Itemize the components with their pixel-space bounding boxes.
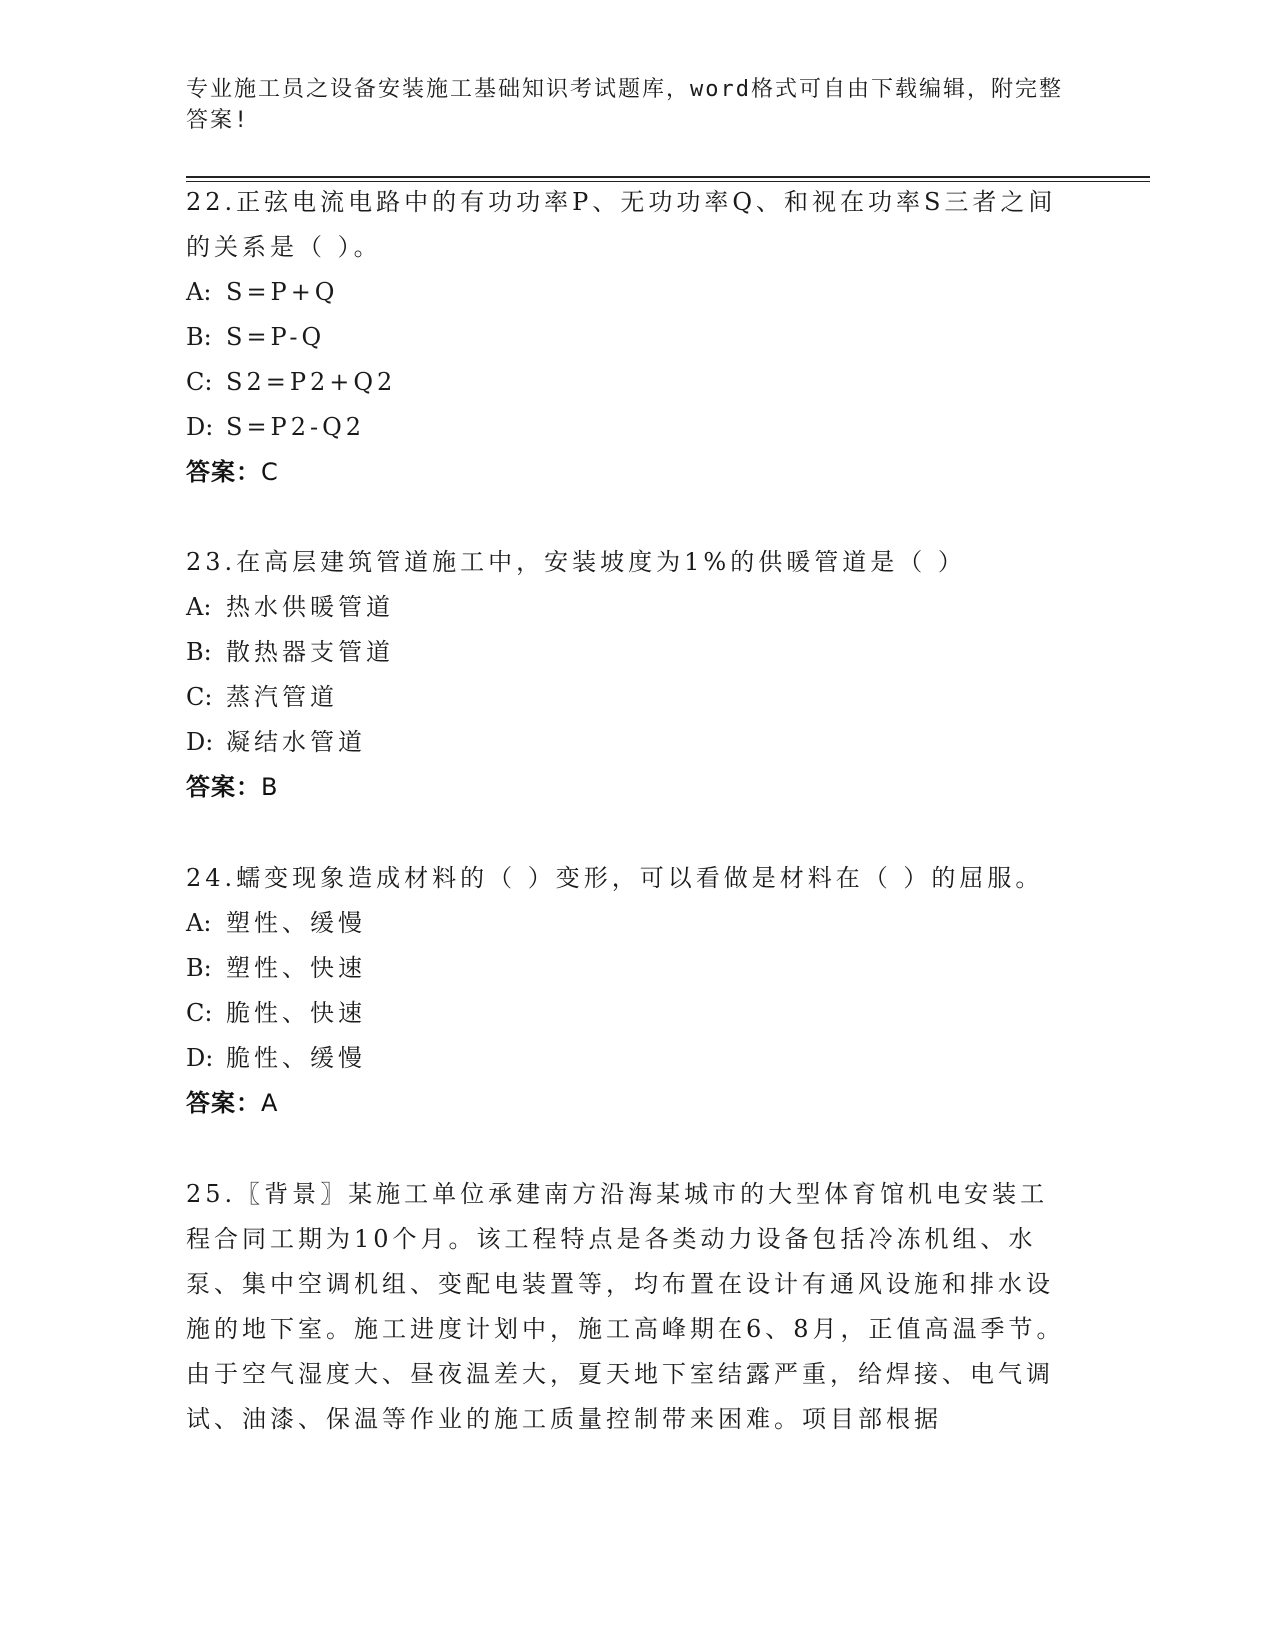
option-key: D: [186, 413, 214, 441]
option-a [186, 270, 1066, 315]
answer-label: 答案： [186, 458, 261, 486]
option-c [186, 991, 1066, 1036]
option-c [186, 675, 1066, 720]
option-key: A: [186, 278, 212, 306]
option-text: 脆性、快速 [226, 999, 366, 1027]
option-key: C: [186, 683, 213, 711]
question-stem: 25.〖背景〗某施工单位承建南方沿海某城市的大型体育馆机电安装工程合同工期为10个月。该工程特点是各类动力设备包括冷冻机组、水泵、集中空调机组、变配电装置等，均布置在设计有通风设施和排水设施的地下室。施工进度计划中，施工高峰期在6、8月，正值高温季节。由于空气湿度大、昼夜温差大，夏天地下室结露严重，给焊接、电气调试、油漆、保温等作业的施工质量控制带来困难。项目部根据 [186, 1180, 1065, 1433]
option-key: C: [186, 999, 213, 1027]
option-text: 脆性、缓慢 [226, 1044, 366, 1072]
answer-line [186, 450, 1066, 495]
option-d [186, 405, 1066, 450]
option-text: S2=P2+Q2 [226, 368, 397, 396]
question-24 [186, 856, 1066, 1126]
option-key: D: [186, 728, 214, 756]
question-stem: 23.在高层建筑管道施工中，安装坡度为1%的供暖管道是（ ） [186, 548, 966, 576]
option-key: B: [186, 323, 212, 351]
option-key: A: [186, 593, 212, 621]
option-b [186, 630, 1066, 675]
option-a [186, 901, 1066, 946]
option-text: 凝结水管道 [226, 728, 366, 756]
option-text: S=P2-Q2 [226, 413, 366, 441]
option-key: B: [186, 638, 212, 666]
question-22 [186, 180, 1066, 495]
option-text: S=P+Q [226, 278, 339, 306]
answer-label: 答案： [186, 773, 261, 801]
option-text: 塑性、缓慢 [226, 909, 366, 937]
option-text: 散热器支管道 [226, 638, 394, 666]
option-key: C: [186, 368, 213, 396]
answer-value: B [261, 773, 279, 801]
question-stem: 22.正弦电流电路中的有功功率P、无功功率Q、和视在功率S三者之间的关系是（ ）。 [186, 188, 1057, 261]
answer-label: 答案： [186, 1089, 261, 1117]
option-text: 蒸汽管道 [226, 683, 338, 711]
header-divider-thick [186, 176, 1150, 178]
question-23 [186, 540, 1066, 810]
answer-value: C [261, 458, 279, 486]
option-key: B: [186, 954, 212, 982]
option-d [186, 720, 1066, 765]
option-text: 热水供暖管道 [226, 593, 394, 621]
answer-line [186, 765, 1066, 810]
answer-value: A [261, 1089, 279, 1117]
option-key: A: [186, 909, 212, 937]
answer-line [186, 1081, 1066, 1126]
option-key: D: [186, 1044, 214, 1072]
question-stem: 24.蠕变现象造成材料的（ ）变形，可以看做是材料在（ ）的屈服。 [186, 864, 1044, 892]
option-d [186, 1036, 1066, 1081]
option-text: 塑性、快速 [226, 954, 366, 982]
document-header: 专业施工员之设备安装施工基础知识考试题库，word格式可自由下载编辑，附完整答案! [186, 77, 1063, 133]
option-text: S=P-Q [226, 323, 326, 351]
option-c [186, 360, 1066, 405]
option-b [186, 315, 1066, 360]
option-b [186, 946, 1066, 991]
option-a [186, 585, 1066, 630]
question-25 [186, 1172, 1066, 1442]
